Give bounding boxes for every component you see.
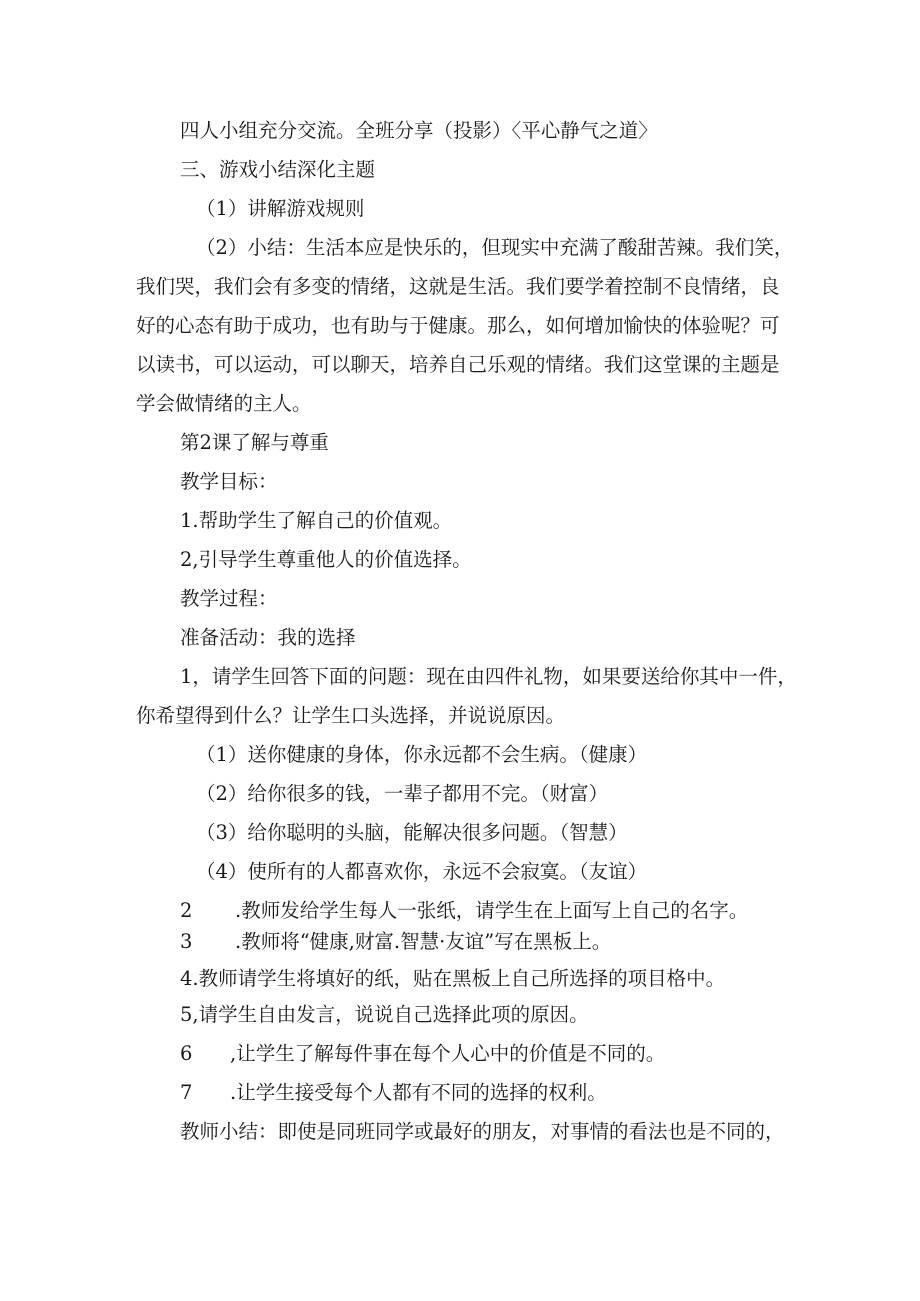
paragraph-line: 学会做情绪的主人。 (136, 392, 312, 415)
paragraph-line: 教师小结：即使是同班同学或最好的朋友，对事情的看法也是不同的， (180, 1120, 785, 1143)
item-number: 3 (180, 930, 193, 953)
paragraph-line: 教学过程： (180, 587, 278, 610)
paragraph-line: （2）小结：生活本应是快乐的，但现实中充满了酸甜苦辣。我们笑， (196, 236, 794, 259)
item-number: 2 (180, 899, 193, 922)
lesson-title: 第2课了解与尊重 (180, 431, 329, 454)
paragraph-line: 好的心态有助于成功，也有助与于健康。那么，如何增加愉快的体验呢？可 (136, 314, 780, 337)
paragraph-line: 1，请学生回答下面的问题：现在由四件礼物，如果要送给你其中一件， (180, 665, 797, 688)
paragraph-line: 5,请学生自由发言，说说自己选择此项的原因。 (180, 1003, 589, 1026)
numbered-item (180, 1041, 665, 1067)
list-item: （4）使所有的人都喜欢你，永远不会寂寞。（友谊） (196, 860, 648, 883)
paragraph-line: 以读书，可以运动，可以聊天，培养自己乐观的情绪。我们这堂课的主题是 (136, 353, 780, 376)
list-item: （3）给你聪明的头脑，能解决很多问题。（智慧） (196, 821, 628, 844)
item-text: .教师发给学生每人一张纸，请学生在上面写上自己的名字。 (235, 899, 749, 922)
numbered-item (180, 929, 611, 955)
numbered-item (180, 1080, 607, 1106)
item-number: 7 (180, 1081, 193, 1104)
item-text: .教师将“健康,财富.智慧·友谊”写在黑板上。 (235, 930, 612, 953)
paragraph-line: 1.帮助学生了解自己的价值观。 (180, 509, 453, 532)
paragraph-line: 2,引导学生尊重他人的价值选择。 (180, 548, 472, 571)
paragraph-line: 教学目标： (180, 470, 278, 493)
item-text: .让学生接受每个人都有不同的选择的权利。 (230, 1081, 607, 1104)
item-text: ,让学生了解每件事在每个人心中的价值是不同的。 (230, 1042, 666, 1065)
paragraph-line: 四人小组充分交流。全班分享（投影）〈平心静气之道〉 (180, 119, 658, 142)
numbered-item (180, 898, 748, 924)
paragraph-line: 我们哭，我们会有多变的情绪，这就是生活。我们要学着控制不良情绪，良 (136, 275, 780, 298)
item-number: 6 (180, 1042, 193, 1065)
section-heading: 三、游戏小结深化主题 (180, 158, 376, 181)
paragraph-line: （1）讲解游戏规则 (196, 197, 365, 220)
list-item: （2）给你很多的钱，一辈子都用不完。（财富） (196, 782, 609, 805)
list-item: （1）送你健康的身体，你永远都不会生病。（健康） (196, 743, 648, 766)
paragraph-line: 准备活动：我的选择 (180, 626, 356, 649)
paragraph-line: 4.教师请学生将填好的纸，贴在黑板上自己所选择的项目格中。 (180, 967, 726, 990)
paragraph-line: 你希望得到什么？让学生口头选择，并说说原因。 (136, 704, 566, 727)
